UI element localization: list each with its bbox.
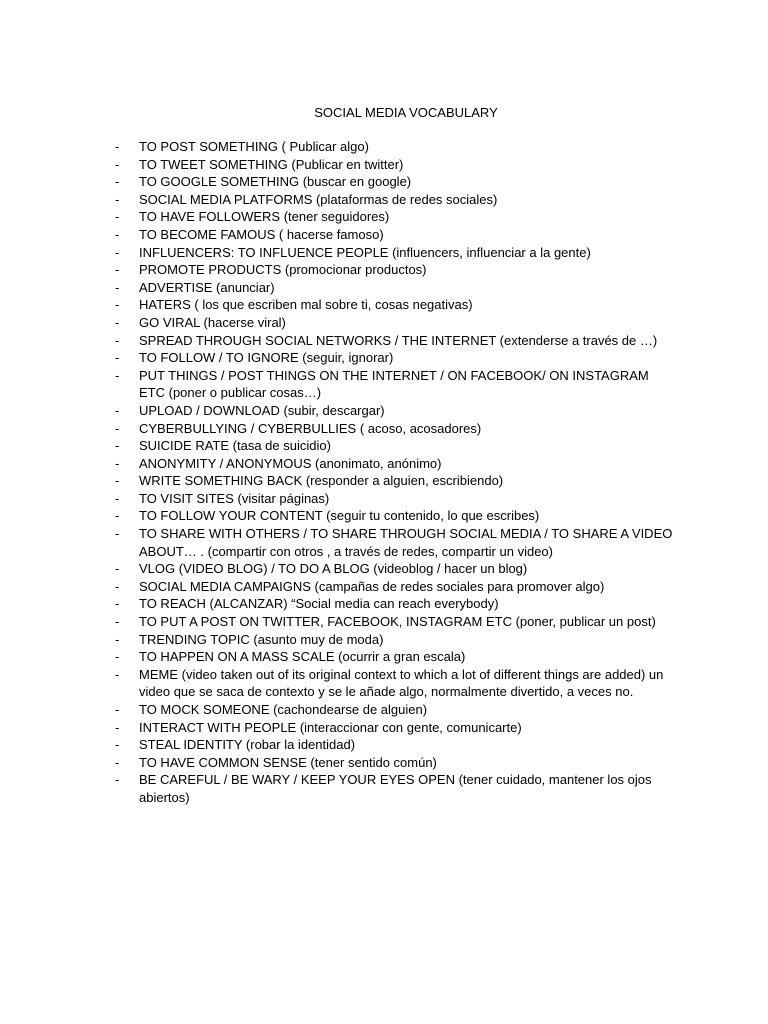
- list-item-text: TO FOLLOW / TO IGNORE (seguir, ignorar): [139, 350, 394, 366]
- list-item: [115, 420, 675, 438]
- list-bullet: -: [115, 614, 120, 630]
- list-item: [115, 754, 675, 772]
- list-item: [115, 138, 675, 156]
- list-bullet: -: [115, 438, 120, 454]
- list-item: [115, 244, 675, 262]
- list-item: [115, 736, 675, 754]
- list-item-text: WRITE SOMETHING BACK (responder a alguien, escribiendo): [139, 473, 504, 489]
- list-bullet: -: [115, 244, 120, 260]
- list-item: [115, 595, 675, 613]
- list-item-text: TO FOLLOW YOUR CONTENT (seguir tu contenido, lo que escribes): [139, 508, 540, 524]
- list-item-text: VLOG (VIDEO BLOG) / TO DO A BLOG (videoblog / hacer un blog): [139, 561, 528, 577]
- list-bullet: -: [115, 262, 120, 278]
- list-item: [115, 261, 675, 279]
- list-bullet: -: [115, 719, 120, 735]
- list-bullet: -: [115, 631, 120, 647]
- list-item-text: CYBERBULLYING / CYBERBULLIES ( acoso, acosadores): [139, 420, 482, 436]
- list-bullet: -: [115, 737, 120, 753]
- list-item-text: TO PUT A POST ON TWITTER, FACEBOOK, INSTAGRAM ETC (poner, publicar un post): [139, 614, 656, 630]
- list-item: [115, 560, 675, 578]
- vocabulary-list: [115, 138, 675, 807]
- list-bullet: -: [115, 156, 120, 172]
- list-item: [115, 437, 675, 455]
- list-bullet: -: [115, 420, 120, 436]
- list-item: [115, 208, 675, 226]
- list-bullet: -: [115, 139, 120, 154]
- list-bullet: -: [115, 490, 120, 506]
- list-bullet: -: [115, 578, 120, 594]
- list-item: [115, 472, 675, 490]
- list-item: [115, 490, 675, 508]
- list-item-text: INTERACT WITH PEOPLE (interaccionar con gente, comunicarte): [139, 719, 522, 735]
- list-bullet: -: [115, 561, 120, 577]
- list-bullet: -: [115, 455, 120, 471]
- list-bullet: -: [115, 279, 120, 295]
- list-bullet: -: [115, 596, 120, 612]
- list-item-text: STEAL IDENTITY (robar la identidad): [139, 737, 356, 753]
- list-item-text: SUICIDE RATE (tasa de suicidio): [139, 438, 331, 454]
- list-item-text: HATERS ( los que escriben mal sobre ti, cosas negativas): [139, 297, 473, 313]
- list-item-text: TO REACH (ALCANZAR) “Social media can reach everybody): [139, 596, 499, 612]
- list-item-text: TO BECOME FAMOUS ( hacerse famoso): [139, 226, 384, 242]
- page-title: SOCIAL MEDIA VOCABULARY: [314, 105, 498, 120]
- list-item: [115, 648, 675, 666]
- list-item: [115, 402, 675, 420]
- list-item-text: SOCIAL MEDIA PLATFORMS (plataformas de redes sociales): [139, 191, 498, 207]
- list-bullet: -: [115, 666, 120, 682]
- list-item: [115, 455, 675, 473]
- list-item-text: ADVERTISE (anunciar): [139, 279, 275, 295]
- list-item-text: TO VISIT SITES (visitar páginas): [139, 490, 330, 506]
- list-item: [115, 156, 675, 174]
- list-item: [115, 367, 675, 402]
- list-bullet: -: [115, 367, 120, 383]
- list-item: [115, 296, 675, 314]
- list-item-text: TO HAVE COMMON SENSE (tener sentido común): [139, 754, 437, 770]
- list-bullet: -: [115, 226, 120, 242]
- list-item: [115, 631, 675, 649]
- list-item: [115, 173, 675, 191]
- list-item-text: TO TWEET SOMETHING (Publicar en twitter): [139, 156, 404, 172]
- list-item: [115, 525, 675, 560]
- list-bullet: -: [115, 526, 120, 542]
- list-item-text: SOCIAL MEDIA CAMPAIGNS (campañas de redes sociales para promover algo): [139, 578, 605, 594]
- list-item-text: TO MOCK SOMEONE (cachondearse de alguien): [139, 702, 428, 717]
- list-item: [115, 578, 675, 596]
- list-item: [115, 226, 675, 244]
- list-item: [115, 314, 675, 332]
- list-item-text: GO VIRAL (hacerse viral): [139, 314, 286, 330]
- list-bullet: -: [115, 702, 120, 717]
- list-bullet: -: [115, 314, 120, 330]
- list-item-text: TO GOOGLE SOMETHING (buscar en google): [139, 174, 412, 190]
- list-item-text: TO HAPPEN ON A MASS SCALE (ocurrir a gran escala): [139, 649, 466, 665]
- list-item-text: TRENDING TOPIC (asunto muy de moda): [139, 631, 384, 647]
- list-item-text: TO POST SOMETHING ( Publicar algo): [139, 139, 369, 154]
- list-item-text: MEME (video taken out of its original context to which a lot of different things are added) un video que se saca de contexto y se le añade algo, normalmente divertido, a veces no.: [139, 666, 664, 700]
- list-item-text: UPLOAD / DOWNLOAD (subir, descargar): [139, 402, 385, 418]
- list-item: [115, 719, 675, 737]
- list-item-text: TO HAVE FOLLOWERS (tener seguidores): [139, 209, 390, 225]
- list-item: [115, 349, 675, 367]
- list-bullet: -: [115, 508, 120, 524]
- list-item: [115, 666, 675, 701]
- list-item: [115, 507, 675, 525]
- list-bullet: -: [115, 191, 120, 207]
- list-item: [115, 279, 675, 297]
- list-item: [115, 613, 675, 631]
- list-item-text: INFLUENCERS: TO INFLUENCE PEOPLE (influencers, influenciar a la gente): [139, 244, 591, 260]
- list-item-text: BE CAREFUL / BE WARY / KEEP YOUR EYES OPEN (tener cuidado, mantener los ojos abiertos): [139, 772, 652, 805]
- list-item-text: PROMOTE PRODUCTS (promocionar productos): [139, 262, 427, 278]
- list-bullet: -: [115, 754, 120, 770]
- list-bullet: -: [115, 649, 120, 665]
- list-bullet: -: [115, 473, 120, 489]
- list-bullet: -: [115, 174, 120, 190]
- list-bullet: -: [115, 297, 120, 313]
- list-bullet: -: [115, 402, 120, 418]
- list-item: [115, 191, 675, 209]
- list-item-text: PUT THINGS / POST THINGS ON THE INTERNET / ON FACEBOOK/ ON INSTAGRAM ETC (poner o publicar cosas…): [139, 367, 649, 401]
- list-bullet: -: [115, 209, 120, 225]
- list-bullet: -: [115, 772, 120, 788]
- list-item-text: TO SHARE WITH OTHERS / TO SHARE THROUGH SOCIAL MEDIA / TO SHARE A VIDEO ABOUT… . (compartir con otros , a través de redes, compartir un video): [139, 526, 673, 559]
- list-bullet: -: [115, 332, 120, 348]
- list-item-text: SPREAD THROUGH SOCIAL NETWORKS / THE INTERNET (extenderse a través de …): [139, 332, 658, 348]
- list-bullet: -: [115, 350, 120, 366]
- list-item: [115, 332, 675, 350]
- list-item: [115, 771, 675, 806]
- list-item-text: ANONYMITY / ANONYMOUS (anonimato, anónimo): [139, 455, 442, 471]
- list-item: [115, 701, 675, 719]
